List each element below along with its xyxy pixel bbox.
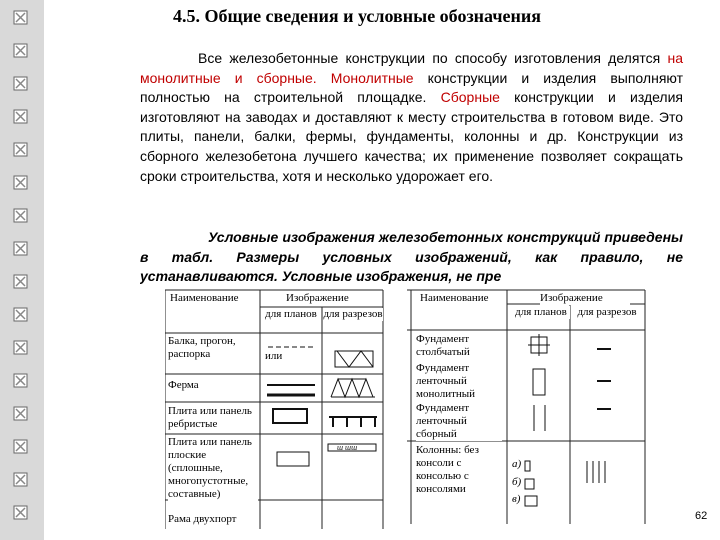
row-ribbed-name: Плита или панель ребристые — [168, 405, 258, 431]
row-columns-name: Колонны: без консоли с консолью с консолями — [416, 444, 502, 496]
truss-section — [331, 379, 375, 397]
bullet-icon — [13, 274, 28, 289]
bullet-icon — [13, 208, 28, 223]
row-strip-precast-name: Фундамент ленточный сборный — [416, 402, 502, 441]
flat-slab-plan — [277, 452, 309, 466]
paragraph-intro — [140, 49, 683, 186]
row-foundation-column-name: Фундамент столбчатый — [416, 333, 502, 359]
paragraph-symbols: Условные изображения железобетонных конструкций приведены в табл. Размеры условных изображений, как правило, не устанавливаются. Условные изображения, не пре — [140, 229, 683, 285]
row-beam-name: Балка, прогон, распорка — [168, 335, 258, 361]
bullet-icon — [13, 43, 28, 58]
bullet-icon — [13, 373, 28, 388]
bullet-icon — [13, 406, 28, 421]
row-frame-name: Рама двухпорт — [168, 513, 258, 526]
slide-title: 4.5. Общие сведения и условные обозначения — [173, 6, 541, 26]
text-span: конструкции и изделия выполняют полностью на строительной площадке. — [140, 69, 683, 106]
table-right-header-name: Наименование — [420, 292, 500, 305]
table-left-sub-plans: для планов — [262, 308, 320, 321]
highlight-text: на монолитные и сборные. — [140, 50, 683, 86]
left-decor-bar — [0, 0, 44, 540]
row-strip-monolithic-name: Фундамент ленточный монолитный — [416, 362, 502, 401]
row-truss-name: Ферма — [168, 379, 258, 392]
ribbed-slab-section — [329, 417, 377, 427]
column-sections — [587, 461, 605, 483]
row-beam-or: или — [265, 350, 283, 362]
table-left-sub-sections: для разрезов — [323, 308, 383, 320]
text-span: конструкции и изделия изготовляют на заводах и доставляют к месту строительства в готовом виде. Это плиты, панели, балки, фермы, фундаменты, колонны и др. Конструкции из сборного железобетона лучшего качества; их применение позволяет сокращать сроки строительства, хотя и несколько удорожает его. — [140, 89, 683, 184]
table-left-header-name: Наименование — [170, 292, 258, 305]
bullet-icon — [13, 439, 28, 454]
column-label-a: a) — [512, 458, 522, 470]
column-label-b: б) — [512, 476, 522, 488]
strip-precast-plan — [534, 405, 545, 431]
strip-monolithic-plan — [533, 369, 545, 395]
bullet-icon — [13, 340, 28, 355]
table-left-header-image: Изображение — [286, 292, 376, 305]
bullet-icon — [13, 76, 28, 91]
column-plan-c — [525, 496, 537, 506]
ribbed-slab-plan — [273, 409, 307, 423]
bullet-icon — [13, 142, 28, 157]
table-right-sub-sections: для разрезов — [572, 306, 642, 319]
paragraph-symbols-clip — [140, 228, 683, 292]
highlight-text: Монолитные — [330, 69, 414, 86]
bullet-icon — [13, 241, 28, 256]
bullet-icon — [13, 505, 28, 520]
text-span — [317, 70, 331, 86]
column-plan-b — [525, 479, 534, 489]
column-plan-a — [525, 461, 530, 471]
highlight-text: Сборные — [440, 89, 500, 106]
flat-slab-marker: ш шш — [337, 443, 358, 452]
beam-section-zigzag — [337, 351, 373, 367]
bullet-icon — [13, 307, 28, 322]
row-flat-name: Плита или панель плоские (сплошные, многопустотные, составные) — [168, 436, 258, 501]
page-number: 62 — [695, 510, 708, 522]
bullet-icon — [13, 109, 28, 124]
column-label-c: в) — [512, 493, 521, 505]
table-right-sub-plans: для планов — [512, 306, 570, 319]
table-right-header-image: Изображение — [540, 292, 630, 305]
bullet-icon — [13, 472, 28, 487]
text-span: Все железобетонные конструкции по способу изготовления делятся — [198, 50, 668, 66]
bullet-icon — [13, 175, 28, 190]
bullet-icon — [13, 10, 28, 25]
